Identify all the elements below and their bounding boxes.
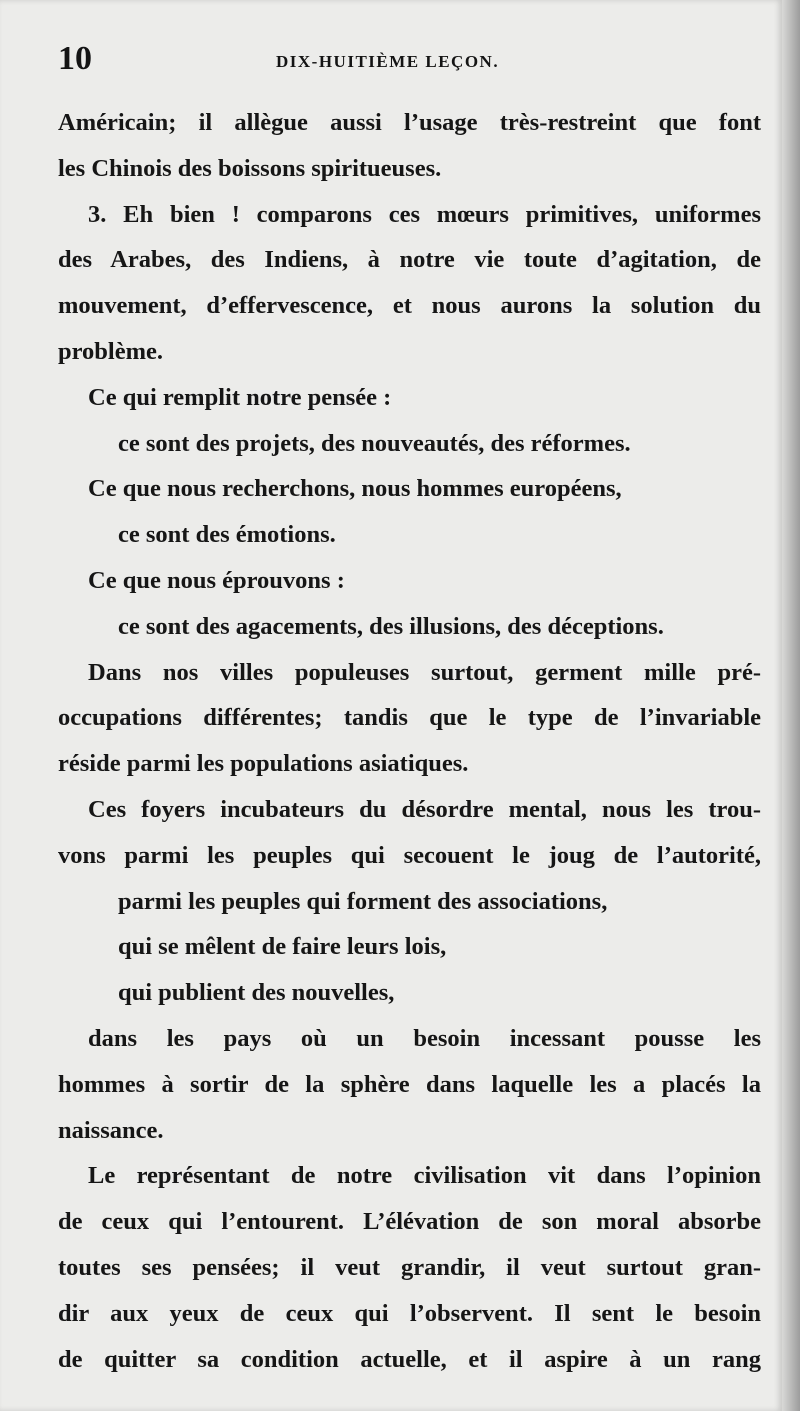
text-line: occupations différentes; tandis que le type de l’invariable — [58, 704, 761, 732]
page-number: 10 — [58, 40, 92, 77]
text-line: Dans nos villes populeuses surtout, germent mille pré- — [88, 658, 761, 686]
text-line: toutes ses pensées; il veut grandir, il veut surtout gran- — [58, 1253, 761, 1281]
text-line: Ce que nous recherchons, nous hommes européens, — [88, 475, 622, 503]
text-line: problème. — [58, 337, 164, 365]
text-line: des Arabes, des Indiens, à notre vie toute d’agitation, de — [58, 246, 761, 274]
text-line: Américain; il allègue aussi l’usage très-restreint que font — [58, 109, 761, 136]
text-line: ce sont des émotions. — [118, 521, 336, 549]
text-line: naissance. — [58, 1116, 164, 1144]
text-line: hommes à sortir de la sphère dans laquelle les a placés la — [58, 1070, 761, 1098]
text-line: Ce que nous éprouvons : — [88, 566, 345, 594]
text-line: les Chinois des boissons spiritueuses. — [58, 154, 442, 182]
text-line: parmi les peuples qui forment des associations, — [118, 887, 608, 915]
text-line: qui se mêlent de faire leurs lois, — [118, 933, 447, 961]
text-line: de quitter sa condition actuelle, et il aspire à un rang — [58, 1345, 761, 1373]
text-line: qui publient des nouvelles, — [118, 979, 395, 1007]
text-line: ce sont des projets, des nouveautés, des réformes. — [118, 429, 631, 457]
text-line: de ceux qui l’entourent. L’élévation de son moral absorbe — [58, 1208, 761, 1236]
running-head: DIX-HUITIÈME LEÇON. — [276, 52, 500, 71]
text-line: Le représentant de notre civilisation vit dans l’opinion — [88, 1162, 761, 1190]
page-edge-shadow — [782, 0, 800, 1411]
body-text — [58, 100, 761, 1382]
page-header — [58, 40, 758, 80]
text-line: réside parmi les populations asiatiques. — [58, 750, 469, 778]
text-line: mouvement, d’effervescence, et nous aurons la solution du — [58, 292, 761, 320]
text-line: ce sont des agacements, des illusions, des déceptions. — [118, 612, 664, 640]
text-line: dans les pays où un besoin incessant pousse les — [88, 1024, 761, 1052]
text-line: Ces foyers incubateurs du désordre mental, nous les trou- — [88, 795, 761, 823]
text-line: Ce qui remplit notre pensée : — [88, 383, 392, 411]
text-line: dir aux yeux de ceux qui l’observent. Il sent le besoin — [58, 1299, 761, 1327]
text-line: vons parmi les peuples qui secouent le joug de l’autorité, — [58, 841, 761, 869]
text-line: 3. Eh bien ! comparons ces mœurs primitives, uniformes — [88, 200, 761, 228]
